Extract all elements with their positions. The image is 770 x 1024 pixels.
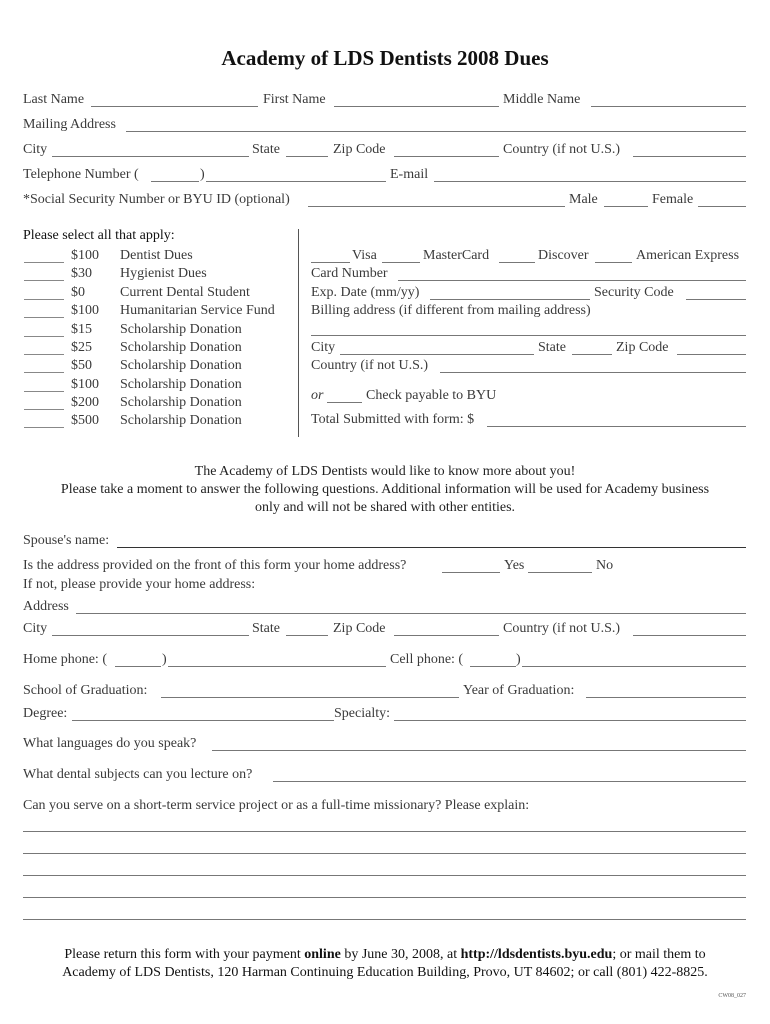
male-field[interactable] [604, 206, 648, 207]
check-label: Check payable to BYU [366, 388, 497, 403]
yes-checkline[interactable] [442, 572, 500, 573]
dues-amount: $100 [71, 303, 99, 318]
year-label: Year of Graduation: [463, 683, 575, 698]
telephone-label: Telephone Number ( [23, 167, 139, 182]
home-address-question: Is the address provided on the front of this form your home address? [23, 558, 407, 573]
section-divider [298, 229, 299, 437]
billing-address-field[interactable] [311, 335, 746, 336]
specialty-label: Specialty: [334, 706, 390, 721]
home-phone-field[interactable] [168, 666, 386, 667]
dues-amount: $0 [71, 285, 85, 300]
billing-state-field[interactable] [572, 354, 612, 355]
intro-line-1: The Academy of LDS Dentists would like to know more about you! [194, 464, 576, 479]
spouse-field[interactable] [117, 547, 746, 548]
dues-checkline[interactable] [24, 317, 64, 318]
no-label: No [596, 558, 614, 573]
year-field[interactable] [586, 697, 746, 698]
lecture-field[interactable] [273, 781, 746, 782]
cell-phone-field[interactable] [522, 666, 746, 667]
visa-label: Visa [352, 248, 377, 263]
home-address-label: Address [23, 599, 69, 614]
dues-checkline[interactable] [24, 427, 64, 428]
card-number-field[interactable] [398, 280, 746, 281]
total-field[interactable] [487, 426, 746, 427]
discover-checkline[interactable] [499, 262, 535, 263]
dues-label: Hygienist Dues [120, 266, 207, 281]
spouse-label: Spouse's name: [23, 533, 110, 548]
home-address-field[interactable] [76, 613, 746, 614]
amex-label: American Express [636, 248, 740, 263]
footer-online: online [304, 947, 341, 962]
specialty-field[interactable] [394, 720, 746, 721]
school-field[interactable] [161, 697, 459, 698]
billing-city-field[interactable] [340, 354, 534, 355]
telephone-field[interactable] [206, 181, 386, 182]
dues-checkline[interactable] [24, 409, 64, 410]
zip-label: Zip Code [333, 142, 386, 157]
or-label: or [311, 388, 324, 403]
state-field[interactable] [286, 156, 328, 157]
mailing-address-field[interactable] [126, 131, 746, 132]
home-city-label: City [23, 621, 48, 636]
dues-checkline[interactable] [24, 262, 64, 263]
female-label: Female [652, 192, 694, 207]
last-name-label: Last Name [23, 92, 85, 107]
home-state-label: State [252, 621, 280, 636]
school-label: School of Graduation: [23, 683, 148, 698]
mastercard-label: MasterCard [423, 248, 490, 263]
dues-label: Scholarship Donation [120, 395, 242, 410]
languages-field[interactable] [212, 750, 746, 751]
billing-zip-label: Zip Code [616, 340, 669, 355]
country-label: Country (if not U.S.) [503, 142, 621, 157]
city-field[interactable] [52, 156, 249, 157]
dues-label: Humanitarian Service Fund [120, 303, 275, 318]
home-country-label: Country (if not U.S.) [503, 621, 621, 636]
female-field[interactable] [698, 206, 746, 207]
home-phone-paren: ) [162, 652, 167, 667]
service-answer-line[interactable] [23, 831, 746, 832]
service-answer-line[interactable] [23, 919, 746, 920]
intro-line-2: Please take a moment to answer the following questions. Additional information will be used for Academy business [60, 482, 710, 497]
footer-url[interactable]: http://ldsdentists.byu.edu [460, 947, 613, 962]
dues-heading: Please select all that apply: [23, 228, 175, 243]
dues-label: Scholarship Donation [120, 358, 242, 373]
yes-label: Yes [504, 558, 525, 573]
discover-label: Discover [538, 248, 589, 263]
form-code: CW08_027 [718, 993, 746, 999]
ssn-label: *Social Security Number or BYU ID (optional) [23, 192, 290, 207]
degree-field[interactable] [72, 720, 334, 721]
home-phone-label: Home phone: ( [23, 652, 107, 667]
service-answer-line[interactable] [23, 897, 746, 898]
billing-country-field[interactable] [440, 372, 746, 373]
security-code-label: Security Code [594, 285, 674, 300]
intro-line-3: only and will not be shared with other entities. [254, 500, 516, 515]
service-answer-line[interactable] [23, 853, 746, 854]
footer-mid: by June 30, 2008, at [340, 947, 461, 962]
dues-checkline[interactable] [24, 372, 64, 373]
footer-pre: Please return this form with your payment [64, 947, 305, 962]
check-checkline[interactable] [327, 402, 362, 403]
visa-checkline[interactable] [311, 262, 350, 263]
dues-amount: $50 [71, 358, 92, 373]
exp-date-label: Exp. Date (mm/yy) [311, 285, 420, 300]
billing-label: Billing address (if different from mailing address) [311, 303, 591, 318]
last-name-field[interactable] [91, 106, 258, 107]
card-number-label: Card Number [311, 266, 388, 281]
ssn-field[interactable] [308, 206, 565, 207]
footer-line-1 [0, 946, 770, 964]
exp-date-field[interactable] [430, 299, 590, 300]
dues-label: Scholarship Donation [120, 377, 242, 392]
dues-checkline[interactable] [24, 354, 64, 355]
billing-city-label: City [311, 340, 336, 355]
cell-phone-paren: ) [516, 652, 521, 667]
country-field[interactable] [633, 156, 746, 157]
home-zip-field[interactable] [394, 635, 499, 636]
dues-label: Scholarship Donation [120, 340, 242, 355]
dues-amount: $200 [71, 395, 99, 410]
footer-post: ; or mail them to [612, 947, 706, 962]
home-country-field[interactable] [633, 635, 746, 636]
telephone-paren: ) [200, 167, 205, 182]
male-label: Male [569, 192, 598, 207]
dues-label: Dentist Dues [120, 248, 193, 263]
billing-country-label: Country (if not U.S.) [311, 358, 429, 373]
languages-label: What languages do you speak? [23, 736, 197, 751]
mailing-address-label: Mailing Address [23, 117, 116, 132]
area-code-field[interactable] [151, 181, 199, 182]
amex-checkline[interactable] [595, 262, 632, 263]
lecture-label: What dental subjects can you lecture on? [23, 767, 253, 782]
zip-field[interactable] [394, 156, 499, 157]
billing-state-label: State [538, 340, 566, 355]
no-checkline[interactable] [528, 572, 592, 573]
state-label: State [252, 142, 280, 157]
cell-area-code-field[interactable] [470, 666, 516, 667]
dues-checkline[interactable] [24, 391, 64, 392]
home-zip-label: Zip Code [333, 621, 386, 636]
degree-label: Degree: [23, 706, 68, 721]
dues-label: Scholarship Donation [120, 322, 242, 337]
first-name-label: First Name [263, 92, 326, 107]
dues-amount: $500 [71, 413, 99, 428]
service-label: Can you serve on a short-term service project or as a full-time missionary? Please explain: [23, 798, 530, 813]
dues-label: Current Dental Student [120, 285, 250, 300]
form-title: Academy of LDS Dentists 2008 Dues [221, 46, 549, 70]
mastercard-checkline[interactable] [382, 262, 420, 263]
dues-checkline[interactable] [24, 299, 64, 300]
dues-amount: $100 [71, 377, 99, 392]
city-label: City [23, 142, 48, 157]
home-state-field[interactable] [286, 635, 328, 636]
home-area-code-field[interactable] [115, 666, 161, 667]
middle-name-field[interactable] [591, 106, 746, 107]
home-city-field[interactable] [52, 635, 249, 636]
email-field[interactable] [434, 181, 746, 182]
security-code-field[interactable] [686, 299, 746, 300]
dues-checkline[interactable] [24, 280, 64, 281]
dues-label: Scholarship Donation [120, 413, 242, 428]
billing-zip-field[interactable] [677, 354, 746, 355]
first-name-field[interactable] [334, 106, 499, 107]
middle-name-label: Middle Name [503, 92, 581, 107]
service-answer-line[interactable] [23, 875, 746, 876]
dues-amount: $30 [71, 266, 92, 281]
dues-checkline[interactable] [24, 336, 64, 337]
cell-phone-label: Cell phone: ( [390, 652, 464, 667]
dues-amount: $15 [71, 322, 92, 337]
dues-amount: $100 [71, 248, 99, 263]
total-label: Total Submitted with form: $ [311, 412, 475, 427]
email-label: E-mail [390, 167, 429, 182]
dues-amount: $25 [71, 340, 92, 355]
footer-line-2: Academy of LDS Dentists, 120 Harman Continuing Education Building, Provo, UT 84602; or call (801) 422-8825. [62, 965, 708, 980]
if-not-label: If not, please provide your home address: [23, 577, 256, 592]
